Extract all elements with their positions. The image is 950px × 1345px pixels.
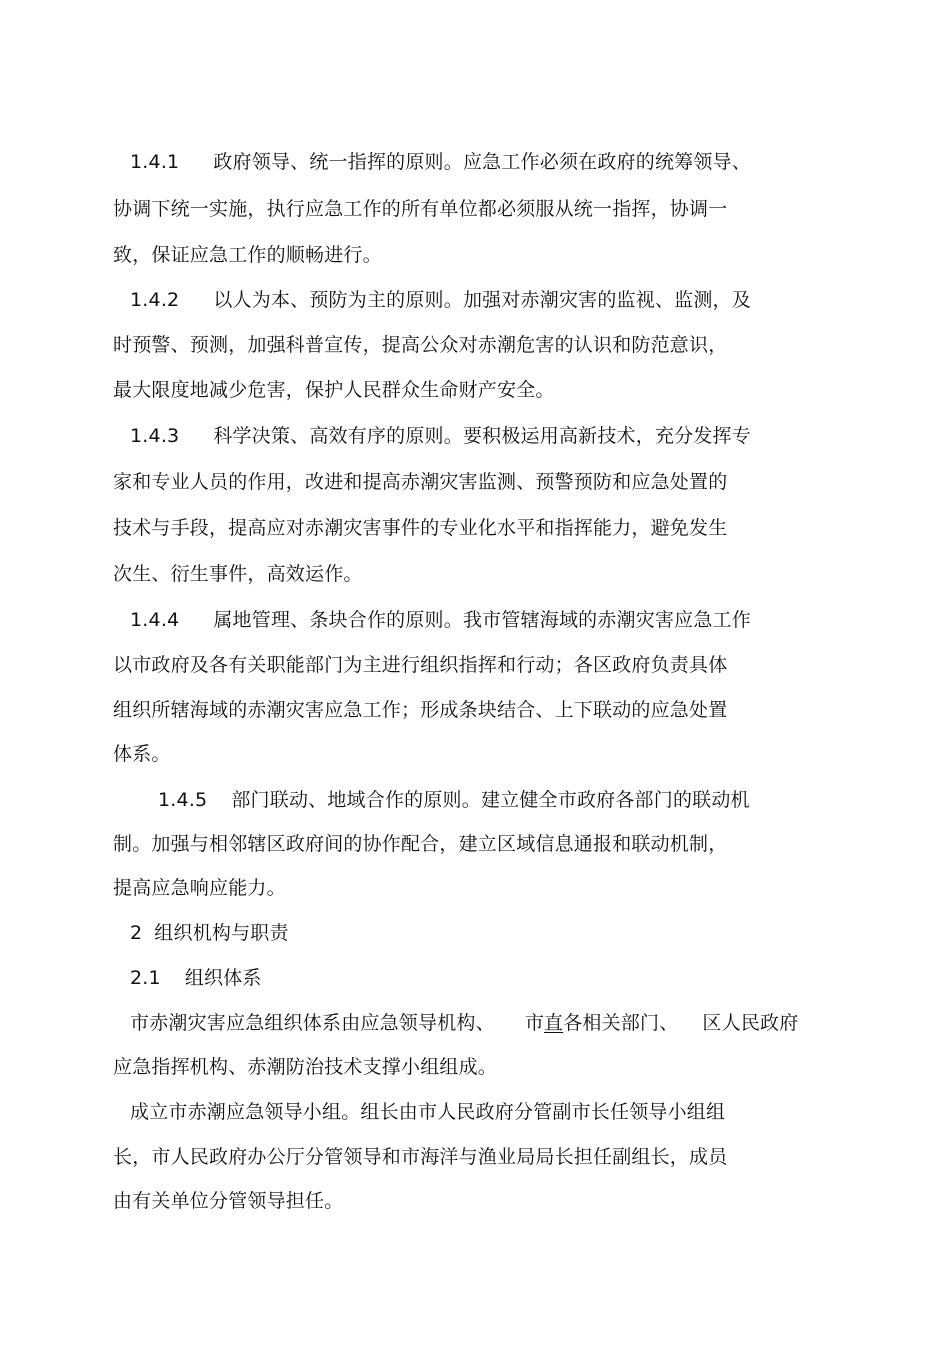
paragraph-line: 由有关单位分管领导担任。 — [113, 1190, 344, 1212]
heading-number: 2.1 — [130, 967, 161, 989]
heading-2-1 — [130, 966, 262, 990]
paragraph-line: 协调下统一实施，执行应急工作的所有单位都必须服从统一指挥，协调一 — [113, 198, 728, 220]
heading-2 — [130, 921, 289, 945]
paragraph-text: 政府领导、统一指挥的原则。应急工作必须在政府的统筹领导、 — [213, 151, 751, 173]
paragraph-line: 长，市人民政府办公厅分管领导和市海洋与渔业局局长担任副组长，成员 — [113, 1146, 728, 1168]
paragraph-line: 最大限度地减少危害，保护人民群众生命财产安全。 — [113, 379, 555, 401]
paragraph-text: 市 — [524, 1012, 545, 1034]
section-number: 1.4.5 — [158, 789, 208, 811]
section-number: 1.4.4 — [130, 609, 180, 631]
paragraph-line: 家和专业人员的作用，改进和提高赤潮灾害监测、预警预防和应急处置的 — [113, 471, 728, 493]
section-1-4-4-first-line — [130, 608, 751, 632]
paragraph-line: 次生、衍生事件，高效运作。 — [113, 563, 363, 585]
paragraph-text: 市赤潮灾害应急组织体系由应急领导机构、 — [130, 1012, 495, 1034]
heading-number: 2 — [130, 922, 143, 944]
paragraph-text: 部门联动、地域合作的原则。建立健全市政府各部门的联动机 — [231, 789, 750, 811]
section-number: 1.4.2 — [130, 289, 180, 311]
heading-title: 组织机构与职责 — [154, 922, 289, 944]
paragraph-line: 提高应急响应能力。 — [113, 877, 286, 899]
paragraph-line: 体系。 — [113, 743, 171, 765]
section-1-4-3-first-line — [130, 424, 751, 448]
paragraph-text: 各相关部门、 — [563, 1012, 679, 1034]
section-number: 1.4.3 — [130, 425, 180, 447]
paragraph-line: 组织所辖海域的赤潮灾害应急工作；形成条块结合、上下联动的应急处置 — [113, 699, 728, 721]
paragraph-line: 时预警、预测，加强科普宣传，提高公众对赤潮危害的认识和防范意识， — [113, 334, 728, 356]
section-number: 1.4.1 — [130, 151, 180, 173]
paragraph-text: 以人为本、预防为主的原则。加强对赤潮灾害的监视、监测，及 — [213, 289, 751, 311]
paragraph-text: 属地管理、条块合作的原则。我市管辖海域的赤潮灾害应急工作 — [213, 609, 751, 631]
paragraph-line: 成立市赤潮应急领导小组。组长由市人民政府分管副市长任领导小组组 — [130, 1101, 726, 1123]
paragraph-text: 区人民政府 — [702, 1012, 799, 1034]
paragraph-line: 制。加强与相邻辖区政府间的协作配合，建立区域信息通报和联动机制， — [113, 833, 728, 855]
underlined-text: 直 — [544, 1012, 564, 1034]
section-1-4-2-first-line — [130, 288, 751, 312]
heading-title: 组织体系 — [184, 967, 262, 989]
paragraph-line: 以市政府及各有关职能部门为主进行组织指挥和行动；各区政府负责具体 — [113, 654, 728, 676]
org-system-first-line — [130, 1011, 798, 1035]
section-1-4-1-first-line — [130, 150, 751, 174]
paragraph-line: 应急指挥机构、赤潮防治技术支撑小组组成。 — [113, 1056, 498, 1078]
paragraph-text: 科学决策、高效有序的原则。要积极运用高新技术，充分发挥专 — [213, 425, 751, 447]
paragraph-line: 致，保证应急工作的顺畅进行。 — [113, 244, 382, 266]
section-1-4-5-first-line — [158, 788, 750, 812]
paragraph-line: 技术与手段，提高应对赤潮灾害事件的专业化水平和指挥能力，避免发生 — [113, 517, 728, 539]
